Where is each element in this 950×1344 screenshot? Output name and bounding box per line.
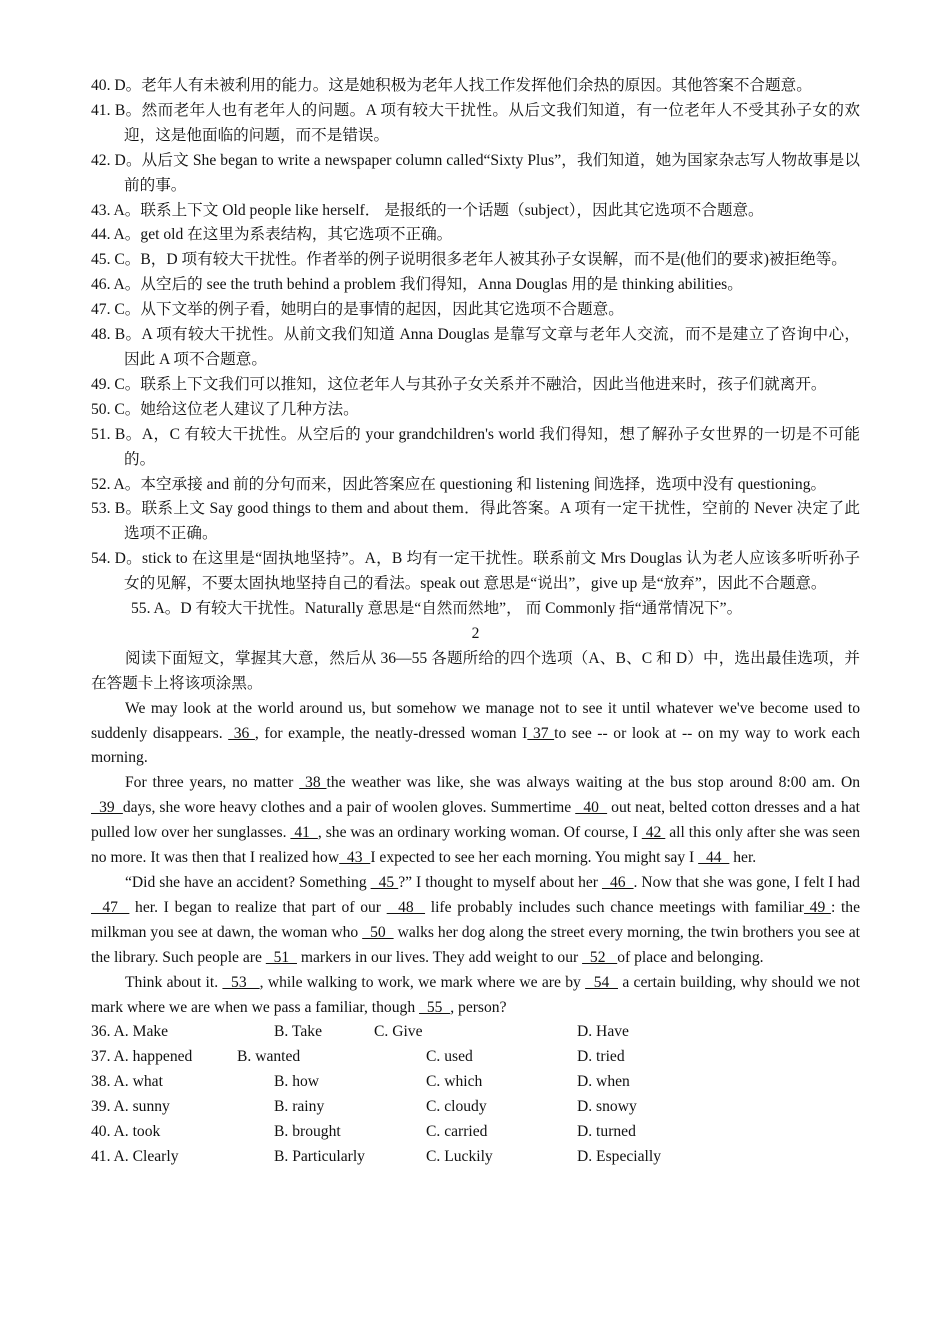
answer-item: 43. A。联系上下文 Old people like herself． 是报纸的一个话题（subject），因此其它选项不合题意。: [91, 201, 764, 219]
blank: 43: [339, 849, 371, 867]
answer-item: 49. C。联系上下文我们可以推知，这位老年人与其孙子女关系并不融洽，因此当他进来时，孩子们就离开。: [91, 375, 827, 393]
answer-item: 46. A。从空后的 see the truth behind a problem 我们得知，Anna Douglas 用的是 thinking abilities。: [91, 276, 743, 294]
blank: 39: [91, 799, 123, 817]
answer-item: 45. C。B，D 项有较大干扰性。作者举的例子说明很多老年人被其孙子女误解，而不是(他们的要求)被拒绝等。: [91, 251, 847, 269]
option-row: 41. A. Clearly B. Particularly C. Luckily D. Especially: [91, 1147, 662, 1165]
answer-item: 52. A。本空承接 and 前的分句而来，因此答案应在 questioning 和 listening 间选择，选项中没有 questioning。: [91, 475, 827, 493]
option-row: 37. A. happened B. wanted C. used D. tried: [91, 1048, 625, 1066]
blank: 54: [585, 973, 618, 991]
answer-item: 55. A。D 有较大干扰性。Naturally 意思是“自然而然地”， 而 Commonly 指“通常情况下”。: [131, 600, 743, 618]
blank: 40: [575, 799, 608, 817]
answer-item: 44. A。get old 在这里为系表结构，其它选项不正确。: [91, 226, 453, 244]
blank: 50: [362, 923, 394, 941]
answer-key-list: [91, 74, 860, 1170]
blank: 55: [419, 998, 451, 1016]
blank: 41: [290, 824, 318, 842]
blank: 52: [582, 948, 618, 966]
answer-item: 51. B。A，C 有较大干扰性。从空后的 your grandchildren's world 我们得知，想了解孙子女世界的一切是不可能的。: [91, 425, 860, 468]
blank: 48: [386, 898, 426, 916]
answer-item: 53. B。联系上文 Say good things to them and about them．得此答案。A 项有一定干扰性，空前的 Never 决定了此选项不正确。: [91, 500, 860, 543]
option-row: 39. A. sunny B. rainy C. cloudy D. snowy: [91, 1098, 637, 1116]
blank: 36: [228, 724, 255, 742]
blank: 38: [299, 774, 327, 792]
blank: 47: [91, 898, 130, 916]
answer-item: 41. B。然而老年人也有老年人的问题。A 项有较大干扰性。从后文我们知道，有一位老年人不受其孙子女的欢迎，这是他面临的问题，而不是错误。: [91, 101, 860, 144]
blank: 45: [370, 874, 399, 891]
option-row: 40. A. took B. brought C. carried D. turned: [91, 1123, 636, 1140]
answer-item: 50. C。她给这位老人建议了几种方法。: [91, 400, 359, 418]
blank: 49: [803, 898, 831, 916]
passage-paragraph: Think about it. 53 , while walking to work, we mark where we are by 54 a certain building, why should we not mark where we are when we pass a familiar, though 55 , person?: [91, 973, 861, 1016]
passage-paragraph: For three years, no matter 38 the weather was like, she was always waiting at the bus stop around 8:00 am. On 39 days, she wore heavy clothes and a pair of woolen gloves. Summertime 40 out neat, belted cotton dresses and a hat pulled low over her sunglasses. 41 , she was an ordinary working woman. Of course, I 42 all this only after she was seen no more. It was then that I realized how 43 I expected to see her each morning. You might say I 44 her.: [91, 774, 861, 867]
option-row: 38. A. what B. how C. which D. when: [91, 1073, 630, 1091]
blank: 44: [698, 849, 730, 867]
blank: 37: [527, 724, 555, 742]
answer-item: 47. C。从下文举的例子看，她明白的是事情的起因，因此其它选项不合题意。: [91, 301, 624, 319]
passage-paragraph: “Did she have an accident? Something 45 ?” I thought to myself about her 46 . Now that she was gone, I felt I had 47 her. I began to realize that part of our 48 life probably includes such chance meetings with familiar 49 : the milkman you see at dawn, the woman who 50 walks her dog along the street every morning, the twin brothers you see at the library. Such people are 51 markers in our lives. They add weight to our 52 of place and belonging.: [91, 874, 861, 966]
blank: 51: [265, 948, 297, 966]
option-row: 36. A. Make B. Take C. Give D. Have: [91, 1023, 629, 1041]
cloze-passage: [91, 697, 860, 1021]
answer-item: 42. D。从后文 She began to write a newspaper column called“Sixty Plus”，我们知道，她为国家杂志写人物故事是以前的事。: [91, 151, 860, 194]
answer-options: [91, 1020, 860, 1169]
instructions: 阅读下面短文，掌握其大意，然后从 36—55 各题所给的四个选项（A、B、C 和 D）中，选出最佳选项，并在答题卡上将该项涂黑。: [91, 649, 860, 692]
section-number: 2: [471, 624, 480, 642]
blank: 46: [601, 874, 634, 891]
answer-item: 40. D。老年人有未被利用的能力。这是她积极为老年人找工作发挥他们余热的原因。其他答案不合题意。: [91, 77, 812, 94]
blank: 53: [222, 973, 260, 991]
passage-paragraph: We may look at the world around us, but somehow we manage not to see it until whatever we've become used to suddenly disappears. 36 , for example, the neatly-dressed woman I 37 to see -- or look at -- on my way to work each morning.: [91, 699, 861, 767]
blank: 42: [641, 824, 666, 842]
answer-item: 54. D。stick to 在这里是“固执地坚持”。A，B 均有一定干扰性。联系前文 Mrs Douglas 认为老人应该多听听孙子女的见解，不要太固执地坚持自己的看法。speak out 意思是“说出”，give up 是“放弃”，因此不合题意。: [91, 550, 861, 593]
answer-item: 48. B。A 项有较大干扰性。从前文我们知道 Anna Douglas 是靠写文章与老年人交流，而不是建立了咨询中心，因此 A 项不合题意。: [91, 326, 860, 368]
